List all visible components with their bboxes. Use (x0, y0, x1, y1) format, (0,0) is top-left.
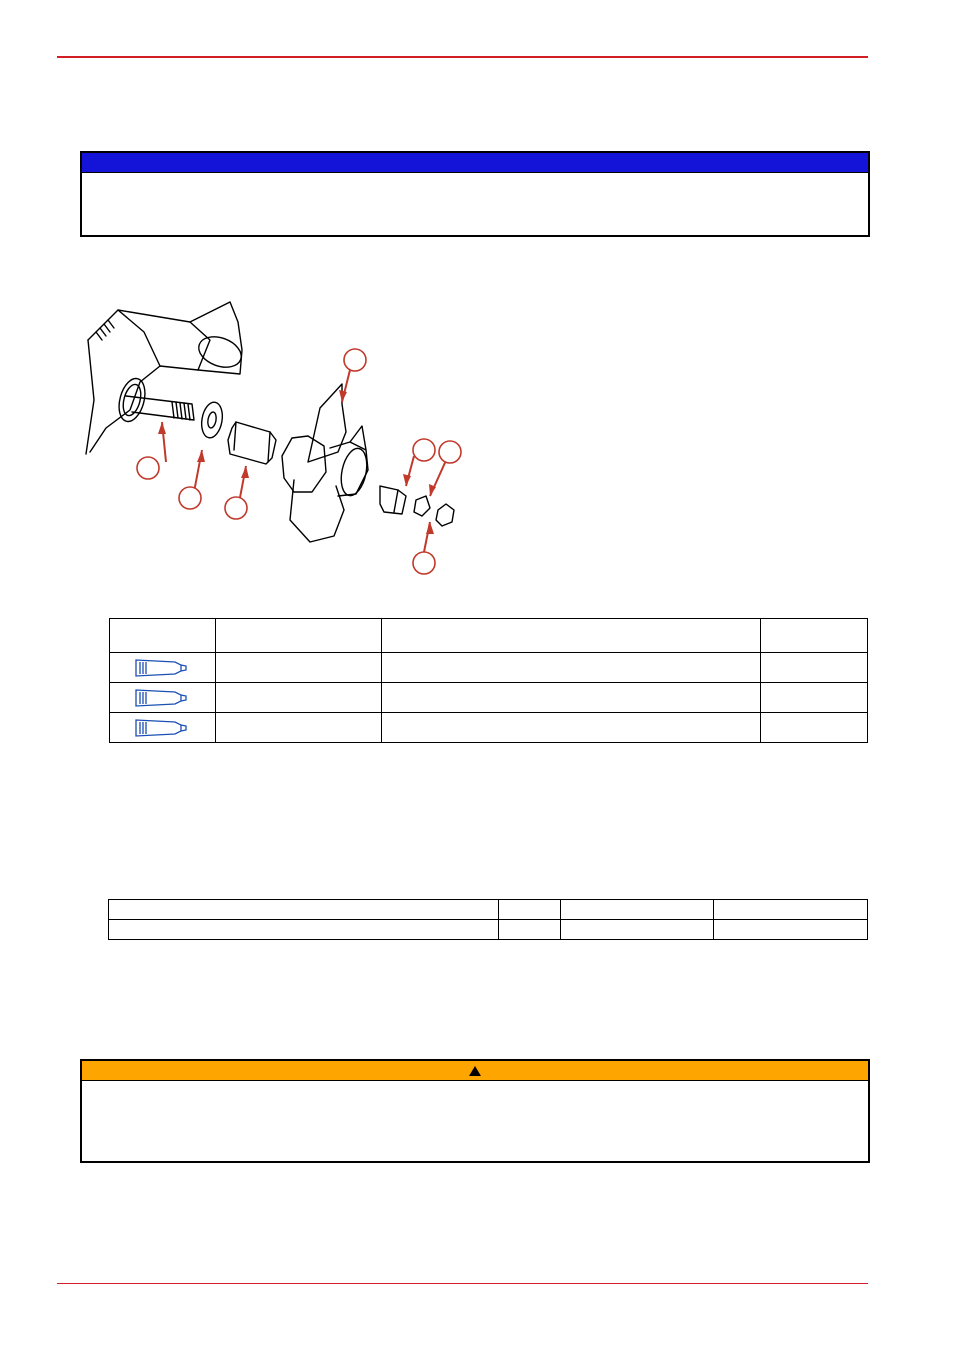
header-cell (381, 619, 760, 653)
table-cell (381, 653, 760, 683)
torque-table (108, 899, 868, 940)
header-cell (109, 900, 499, 920)
callout-circle (179, 487, 201, 509)
callout-circle (413, 439, 435, 461)
callout-circle (413, 552, 435, 574)
header-cell (215, 619, 381, 653)
table-cell (761, 713, 868, 743)
table-cell (761, 683, 868, 713)
notice-header (82, 153, 868, 173)
header-cell (561, 900, 714, 920)
table-cell (761, 653, 868, 683)
warning-box (80, 1059, 870, 1163)
callout-circle (344, 349, 366, 371)
table-cell (714, 920, 868, 940)
lubricant-table (109, 618, 868, 743)
warning-header (82, 1061, 868, 1081)
propeller-exploded-diagram (80, 300, 480, 585)
table-cell (215, 653, 381, 683)
table-header-row (110, 619, 868, 653)
notice-box (80, 151, 870, 237)
table-cell (109, 920, 499, 940)
warning-triangle-icon (469, 1066, 481, 1076)
lubricant-icon-cell (110, 653, 216, 683)
table-cell (215, 713, 381, 743)
propeller-nut (436, 504, 454, 526)
table-cell (215, 683, 381, 713)
table-row (110, 683, 868, 713)
table-cell (561, 920, 714, 940)
table-cell (381, 683, 760, 713)
callout-circle (137, 457, 159, 479)
footer-rule (57, 1283, 868, 1284)
lubricant-tube-icon (133, 687, 191, 709)
anode-hole (195, 331, 246, 372)
table-row (110, 653, 868, 683)
table-row (110, 713, 868, 743)
header-rule (57, 56, 868, 58)
propeller (308, 384, 346, 462)
lubricant-icon-cell (110, 713, 216, 743)
header-cell (110, 619, 216, 653)
lubricant-tube-icon (133, 717, 191, 739)
lubricant-tube-icon (133, 657, 191, 679)
header-cell (761, 619, 868, 653)
header-cell (714, 900, 868, 920)
table-cell (499, 920, 561, 940)
thrust-hub (199, 401, 225, 440)
callout-circle (439, 441, 461, 463)
table-cell (381, 713, 760, 743)
header-cell (499, 900, 561, 920)
table-row (109, 920, 868, 940)
tab-washer (414, 496, 430, 516)
table-header-row (109, 900, 868, 920)
spline-washer (380, 486, 406, 514)
callout-circle (225, 497, 247, 519)
lubricant-icon-cell (110, 683, 216, 713)
